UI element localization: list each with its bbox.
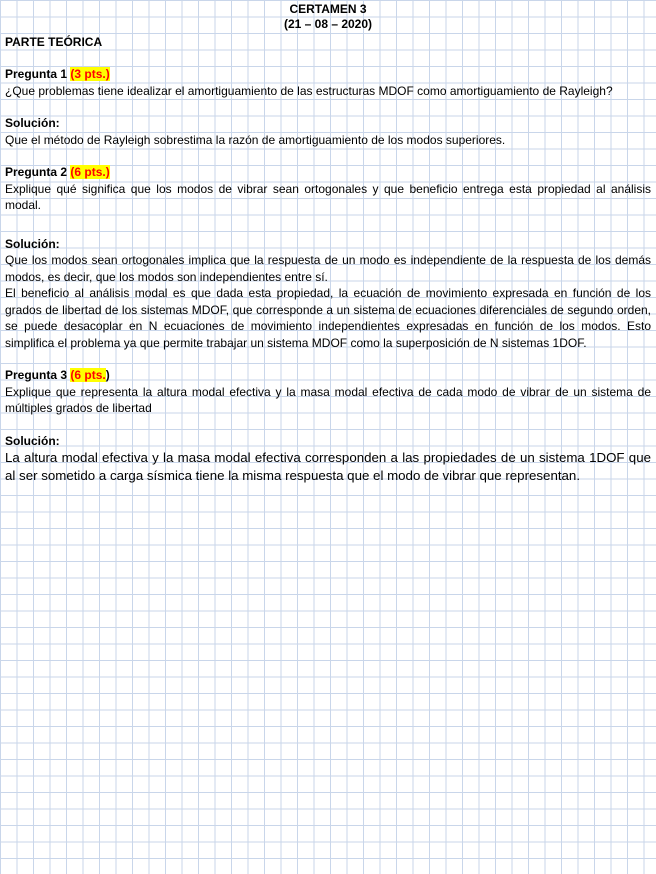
question-1-label: Pregunta 1 (5, 67, 68, 81)
question-1-title (5, 66, 651, 83)
question-2-solution-p2: El beneficio al análisis modal es que dada esta propiedad, la ecuación de movimiento expresada en función de los grados de libertad de los sistemas MDOF, que corresponde a un sistema de ecuaciones diferenciales de segundo orden, se puede desacoplar en N ecuaciones de movimiento independientes expresadas en función de los modos. Esto simplifica el problema ya que permite trabajar un sistema MDOF como la superposición de N sistemas 1DOF. (5, 286, 651, 350)
question-2-points: (6 pts.) (70, 165, 110, 179)
question-1 (5, 66, 651, 148)
question-2-label: Pregunta 2 (5, 165, 68, 179)
question-1-text: ¿Que problemas tiene idealizar el amortiguamiento de las estructuras MDOF como amortiguamiento de Rayleigh? (5, 83, 613, 98)
question-3-title (5, 367, 651, 384)
question-3-solution-p1: La altura modal efectiva y la masa modal efectiva corresponden a las propiedades de un sistema 1DOF que al ser sometido a carga sísmica tiene la misma respuesta que el modo de vibrar que representan. (5, 450, 651, 483)
question-1-points: (3 pts.) (70, 67, 110, 81)
exam-title: CERTAMEN 3 (289, 2, 367, 16)
question-2-solution-p1: Que los modos sean ortogonales implica que la respuesta de un modo es independiente de la respuesta de los demás modos, es decir, que los modos son independientes entre sí. (5, 253, 651, 284)
question-3-text: Explique que representa la altura modal efectiva y la masa modal efectiva de cada modo de vibrar de un sistema de múltiples grados de libertad (5, 384, 651, 415)
header (5, 2, 651, 32)
question-2-title (5, 164, 651, 181)
section-title: PARTE TEÓRICA (5, 35, 103, 49)
question-2-text: Explique qué significa que los modos de vibrar sean ortogonales y que beneficio entrega esta propiedad al análisis modal. (5, 181, 651, 212)
document-page (5, 2, 651, 485)
exam-date: (21 – 08 – 2020) (283, 17, 373, 31)
question-3-label: Pregunta 3 (5, 368, 68, 382)
question-3 (5, 367, 651, 485)
question-2-solution-label: Solución: (5, 236, 60, 251)
question-3-points: (6 pts. (70, 368, 106, 382)
question-1-solution-p1: Que el método de Rayleigh sobrestima la razón de amortiguamiento de los modos superiores. (5, 132, 506, 147)
question-1-solution-label: Solución: (5, 116, 60, 130)
question-3-solution-label: Solución: (5, 433, 60, 448)
question-2 (5, 164, 651, 351)
question-3-points-tail: ) (105, 368, 110, 382)
